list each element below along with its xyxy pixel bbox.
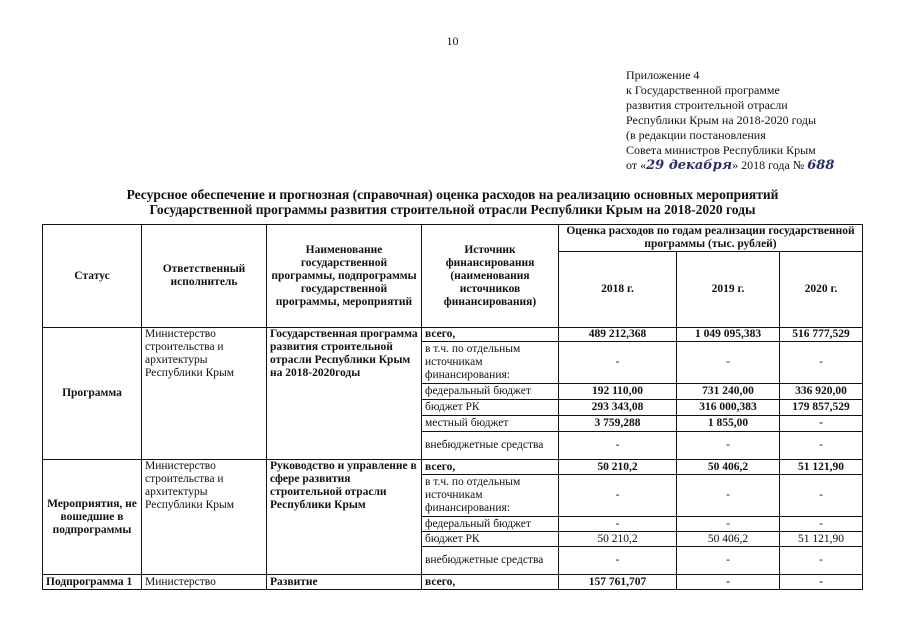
value-2020: 516 777,529 — [780, 328, 863, 342]
table-row — [43, 460, 863, 475]
value-2019: 50 406,2 — [677, 532, 780, 547]
value-2020: 51 121,90 — [780, 460, 863, 475]
value-2019: 731 240,00 — [677, 384, 780, 400]
source-cell: в т.ч. по отдельным источникам финансирования: — [422, 475, 559, 517]
executor-cell: Министерство строительства и архитектуры Республики Крым — [142, 460, 267, 575]
value-2019: 50 406,2 — [677, 460, 780, 475]
title-line-2: Государственной программы развития строительной отрасли Республики Крым на 2018-2020 годы — [149, 202, 756, 217]
value-2018: - — [559, 432, 677, 460]
table-row — [43, 328, 863, 342]
value-2019: 316 000,383 — [677, 400, 780, 416]
program-name-cell: Развитие — [267, 575, 422, 590]
value-2020: - — [780, 547, 863, 575]
value-2018: 3 759,288 — [559, 416, 677, 432]
value-2018: 192 110,00 — [559, 384, 677, 400]
value-2019: 1 855,00 — [677, 416, 780, 432]
value-2020: 179 857,529 — [780, 400, 863, 416]
source-cell: внебюджетные средства — [422, 547, 559, 575]
header-name: Наименование государственной программы, подпрограммы государственной программы, мероприятий — [267, 225, 422, 328]
value-2018: 50 210,2 — [559, 532, 677, 547]
value-2019: - — [677, 517, 780, 532]
program-name-cell: Руководство и управление в сфере развития строительной отрасли Республики Крым — [267, 460, 422, 575]
source-cell: бюджет РК — [422, 532, 559, 547]
value-2020: - — [780, 575, 863, 590]
table-row — [43, 575, 863, 590]
value-2020: 51 121,90 — [780, 532, 863, 547]
value-2020: - — [780, 432, 863, 460]
source-cell: бюджет РК — [422, 400, 559, 416]
document-title — [0, 187, 905, 217]
value-2019: 1 049 095,383 — [677, 328, 780, 342]
handwritten-date: 29 декабря — [646, 158, 733, 173]
header-estimate: Оценка расходов по годам реализации государственной программы (тыс. рублей) — [559, 225, 863, 252]
header-status: Статус — [43, 225, 142, 328]
value-2020: 336 920,00 — [780, 384, 863, 400]
value-2019: - — [677, 475, 780, 517]
value-2018: 50 210,2 — [559, 460, 677, 475]
source-cell: федеральный бюджет — [422, 384, 559, 400]
value-2018: 293 343,08 — [559, 400, 677, 416]
date-prefix: от « — [626, 158, 647, 172]
value-2018: 157 761,707 — [559, 575, 677, 590]
source-cell: федеральный бюджет — [422, 517, 559, 532]
appendix-line: развития строительной отрасли — [626, 98, 788, 112]
status-cell: Мероприятия, не вошедшие в подпрограммы — [43, 460, 142, 575]
status-cell: Подпрограмма 1 — [43, 575, 142, 590]
executor-cell: Министерство — [142, 575, 267, 590]
header-source: Источник финансирования (наименования источников финансирования) — [422, 225, 559, 328]
header-executor: Ответственный исполнитель — [142, 225, 267, 328]
header-year-2019: 2019 г. — [677, 252, 780, 328]
value-2018: - — [559, 342, 677, 384]
resource-table — [42, 224, 863, 590]
value-2020: - — [780, 475, 863, 517]
appendix-line: (в редакции постановления — [626, 128, 766, 142]
value-2020: - — [780, 416, 863, 432]
value-2020: - — [780, 517, 863, 532]
value-2018: - — [559, 475, 677, 517]
appendix-line: Республики Крым на 2018-2020 годы — [626, 113, 817, 127]
executor-cell: Министерство строительства и архитектуры Республики Крым — [142, 328, 267, 460]
date-suffix: 2018 года № — [741, 158, 805, 172]
value-2019: - — [677, 575, 780, 590]
header-year-2018: 2018 г. — [559, 252, 677, 328]
value-2018: - — [559, 547, 677, 575]
value-2019: - — [677, 547, 780, 575]
source-cell: всего, — [422, 328, 559, 342]
value-2020: - — [780, 342, 863, 384]
status-cell: Программа — [43, 328, 142, 460]
appendix-line: Совета министров Республики Крым — [626, 143, 816, 157]
appendix-line: к Государственной программе — [626, 83, 780, 97]
value-2019: - — [677, 342, 780, 384]
appendix-line: Приложение 4 — [626, 68, 700, 82]
source-cell: в т.ч. по отдельным источникам финансирования: — [422, 342, 559, 384]
appendix-date-line: от «29 декабря» 2018 года № 688 — [626, 158, 835, 173]
value-2019: - — [677, 432, 780, 460]
handwritten-number: 688 — [807, 158, 835, 173]
program-name-cell: Государственная программа развития строительной отрасли Республики Крым на 2018-2020годы — [267, 328, 422, 460]
appendix-block — [626, 68, 834, 173]
source-cell: внебюджетные средства — [422, 432, 559, 460]
source-cell: местный бюджет — [422, 416, 559, 432]
header-year-2020: 2020 г. — [780, 252, 863, 328]
source-cell: всего, — [422, 460, 559, 475]
page-number: 10 — [446, 34, 459, 48]
value-2018: 489 212,368 — [559, 328, 677, 342]
value-2018: - — [559, 517, 677, 532]
title-line-1: Ресурсное обеспечение и прогнозная (справочная) оценка расходов на реализацию основных мероприятий — [126, 187, 779, 202]
source-cell: всего, — [422, 575, 559, 590]
